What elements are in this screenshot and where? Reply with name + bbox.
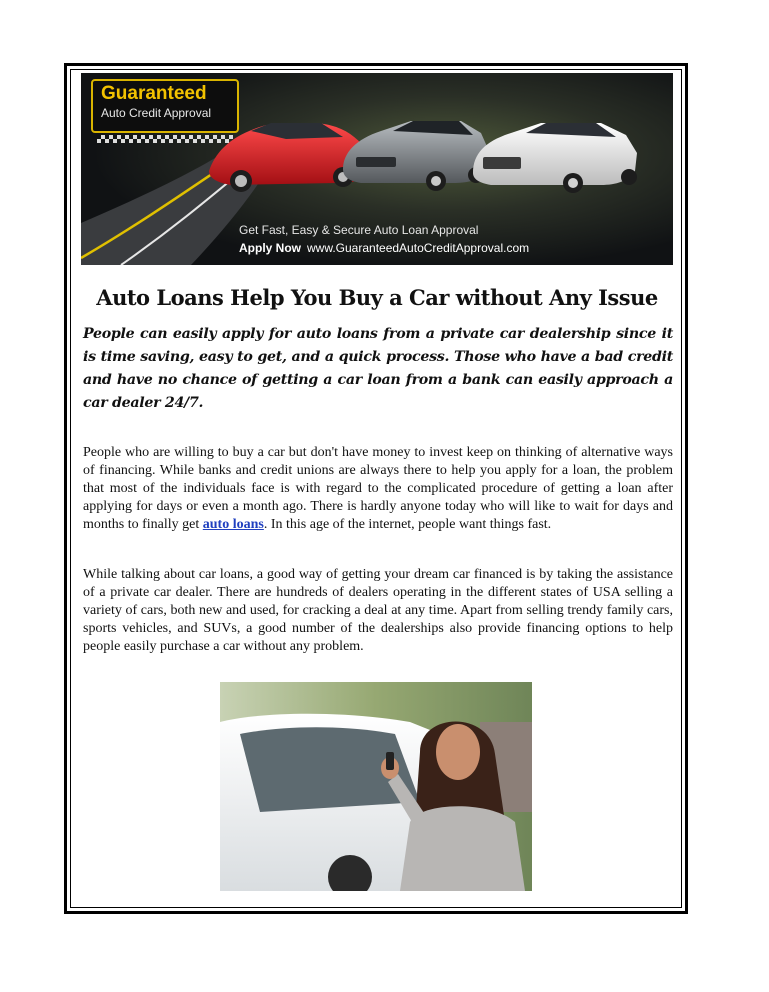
paragraph-1-text-end: . In this age of the internet, people want things fast. bbox=[263, 517, 552, 532]
apply-now-label: Apply Now bbox=[239, 241, 301, 255]
banner-apply-line bbox=[239, 241, 529, 255]
paragraph-2: While talking about car loans, a good way of getting your dream car financed is by taking the assistance of a private car dealer. There are hundreds of dealers operating in the different states of USA selling a variety of cars, both new and used, for cracking a deal at any time. Apart from selling trendy family cars, sports vehicles, and SUVs, a good number of the dealerships also provide financing options to help people easily purchase a car without any problem. bbox=[83, 567, 673, 654]
auto-loans-link[interactable]: auto loans bbox=[202, 517, 264, 532]
logo-subtitle: Auto Credit Approval bbox=[101, 106, 212, 120]
photo-scene bbox=[220, 682, 532, 891]
banner-tagline: Get Fast, Easy & Secure Auto Loan Approval bbox=[239, 223, 479, 237]
paragraph-1 bbox=[83, 444, 673, 534]
paragraph-1-text-start: People who are willing to buy a car but don't have money to invest keep on thinking of alternative ways of financing. While banks and credit unions are always there to help you apply for a loan, the problem that most of the individuals face is with regard to the complicated procedure of getting a loan after applying for days or even a month ago. There is hardly anyone today who will like to wait for days and months to finally get bbox=[83, 445, 673, 532]
checkered-stripe bbox=[97, 135, 233, 143]
website-link[interactable]: www.GuaranteedAutoCreditApproval.com bbox=[307, 241, 530, 255]
logo-title: Guaranteed bbox=[101, 83, 207, 104]
article-intro: People can easily apply for auto loans from a private car dealership since it is time saving, easy to get, and a quick process. Those who have a bad credit and have no chance of getting a car loan from a bank can easily approach a car dealer 24/7. bbox=[83, 326, 673, 411]
woman-with-car-keys-photo bbox=[220, 682, 532, 891]
article-headline: Auto Loans Help You Buy a Car without Any Issue bbox=[96, 285, 658, 310]
car-key-icon bbox=[386, 752, 394, 770]
header-banner bbox=[81, 73, 673, 265]
logo bbox=[91, 79, 239, 133]
